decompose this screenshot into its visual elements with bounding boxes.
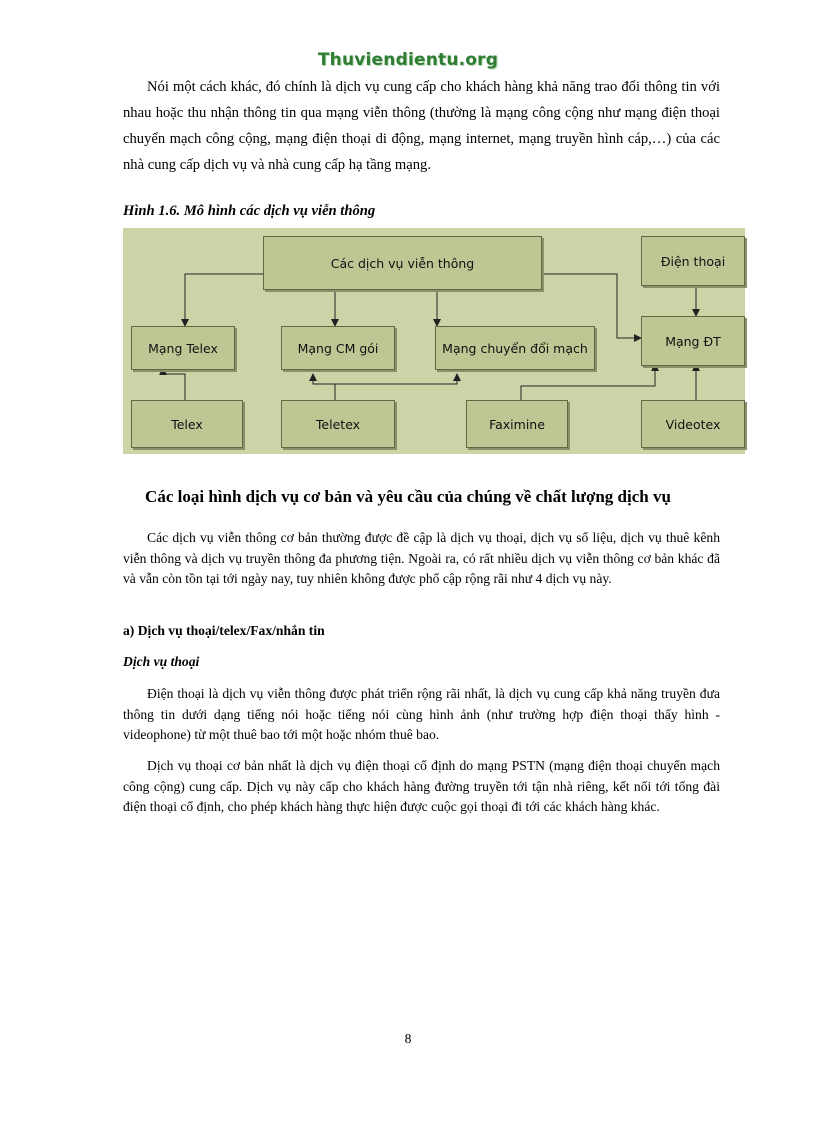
box-teletex: Teletex bbox=[281, 400, 395, 448]
subheading-voice-service: Dịch vụ thoại bbox=[123, 654, 200, 669]
box-phone: Điện thoại bbox=[641, 236, 745, 286]
arrow-services-telex-net bbox=[185, 274, 263, 326]
paragraph-voice-1: Điện thoại là dịch vụ viễn thông được phát triển rộng rãi nhất, là dịch vụ cung cấp khả năng truyền đưa thông tin dưới dạng tiếng nói hoặc tiếng nói cùng hình ảnh (như trường hợp điện thoại thấy hình - videophone) từ một thuê bao tới một hoặc nhóm thuê bao. bbox=[123, 686, 720, 742]
subheading-a: a) Dịch vụ thoại/telex/Fax/nhắn tin bbox=[123, 623, 325, 638]
paragraph-voice-2: Dịch vụ thoại cơ bản nhất là dịch vụ điện thoại cố định do mạng PSTN (mạng điện thoại chuyển mạch công cộng) cung cấp. Dịch vụ này cấp cho khách hàng đường truyền tới tận nhà riêng, kết nối tới tổng đài điện thoại cố định, cho phép khách hàng thực hiện được cuộc gọi thoại đi tới các khách hàng khác. bbox=[123, 758, 720, 814]
watermark-logo: Thuviendientu.org bbox=[317, 50, 499, 70]
box-telecom-services: Các dịch vụ viễn thông bbox=[263, 236, 542, 290]
box-telex: Telex bbox=[131, 400, 243, 448]
telecom-services-diagram bbox=[123, 228, 745, 454]
arrow-teletex-packet-net bbox=[313, 374, 335, 400]
paragraph-basic-services: Các dịch vụ viễn thông cơ bản thường được đề cập là dịch vụ thoại, dịch vụ số liệu, dịch vụ thuê kênh viễn thông và dịch vụ truyền thông đa phương tiện. Ngoài ra, có rất nhiều dịch vụ viễn thông cơ bản khác đã và vẫn còn tồn tại tới ngày nay, tuy nhiên không được phổ cập rộng rãi như 4 dịch vụ này. bbox=[123, 530, 720, 586]
arrow-teletex-circuit-net bbox=[335, 374, 457, 384]
arrow-telex-telex-net bbox=[163, 368, 185, 400]
box-packet-network: Mạng CM gói bbox=[281, 326, 395, 370]
figure-caption: Hình 1.6. Mô hình các dịch vụ viễn thông bbox=[123, 203, 376, 219]
box-phone-network: Mạng ĐT bbox=[641, 316, 745, 366]
section-title: Các loại hình dịch vụ cơ bản và yêu cầu của chúng về chất lượng dịch vụ bbox=[145, 487, 671, 506]
box-videotex: Videotex bbox=[641, 400, 745, 448]
box-circuit-network: Mạng chuyển đổi mạch bbox=[435, 326, 595, 370]
box-faximine: Faximine bbox=[466, 400, 568, 448]
intro-paragraph: Nói một cách khác, đó chính là dịch vụ cung cấp cho khách hàng khả năng trao đổi thông tin với nhau hoặc thu nhận thông tin qua mạng viễn thông (thường là mạng công cộng như mạng điện thoại chuyển mạch công cộng, mạng điện thoại di động, mạng internet, mạng truyền hình cáp,…) của các nhà cung cấp dịch vụ và nhà cung cấp hạ tầng mạng. bbox=[123, 79, 720, 173]
box-telex-network: Mạng Telex bbox=[131, 326, 235, 370]
page-number: 8 bbox=[404, 1031, 412, 1046]
